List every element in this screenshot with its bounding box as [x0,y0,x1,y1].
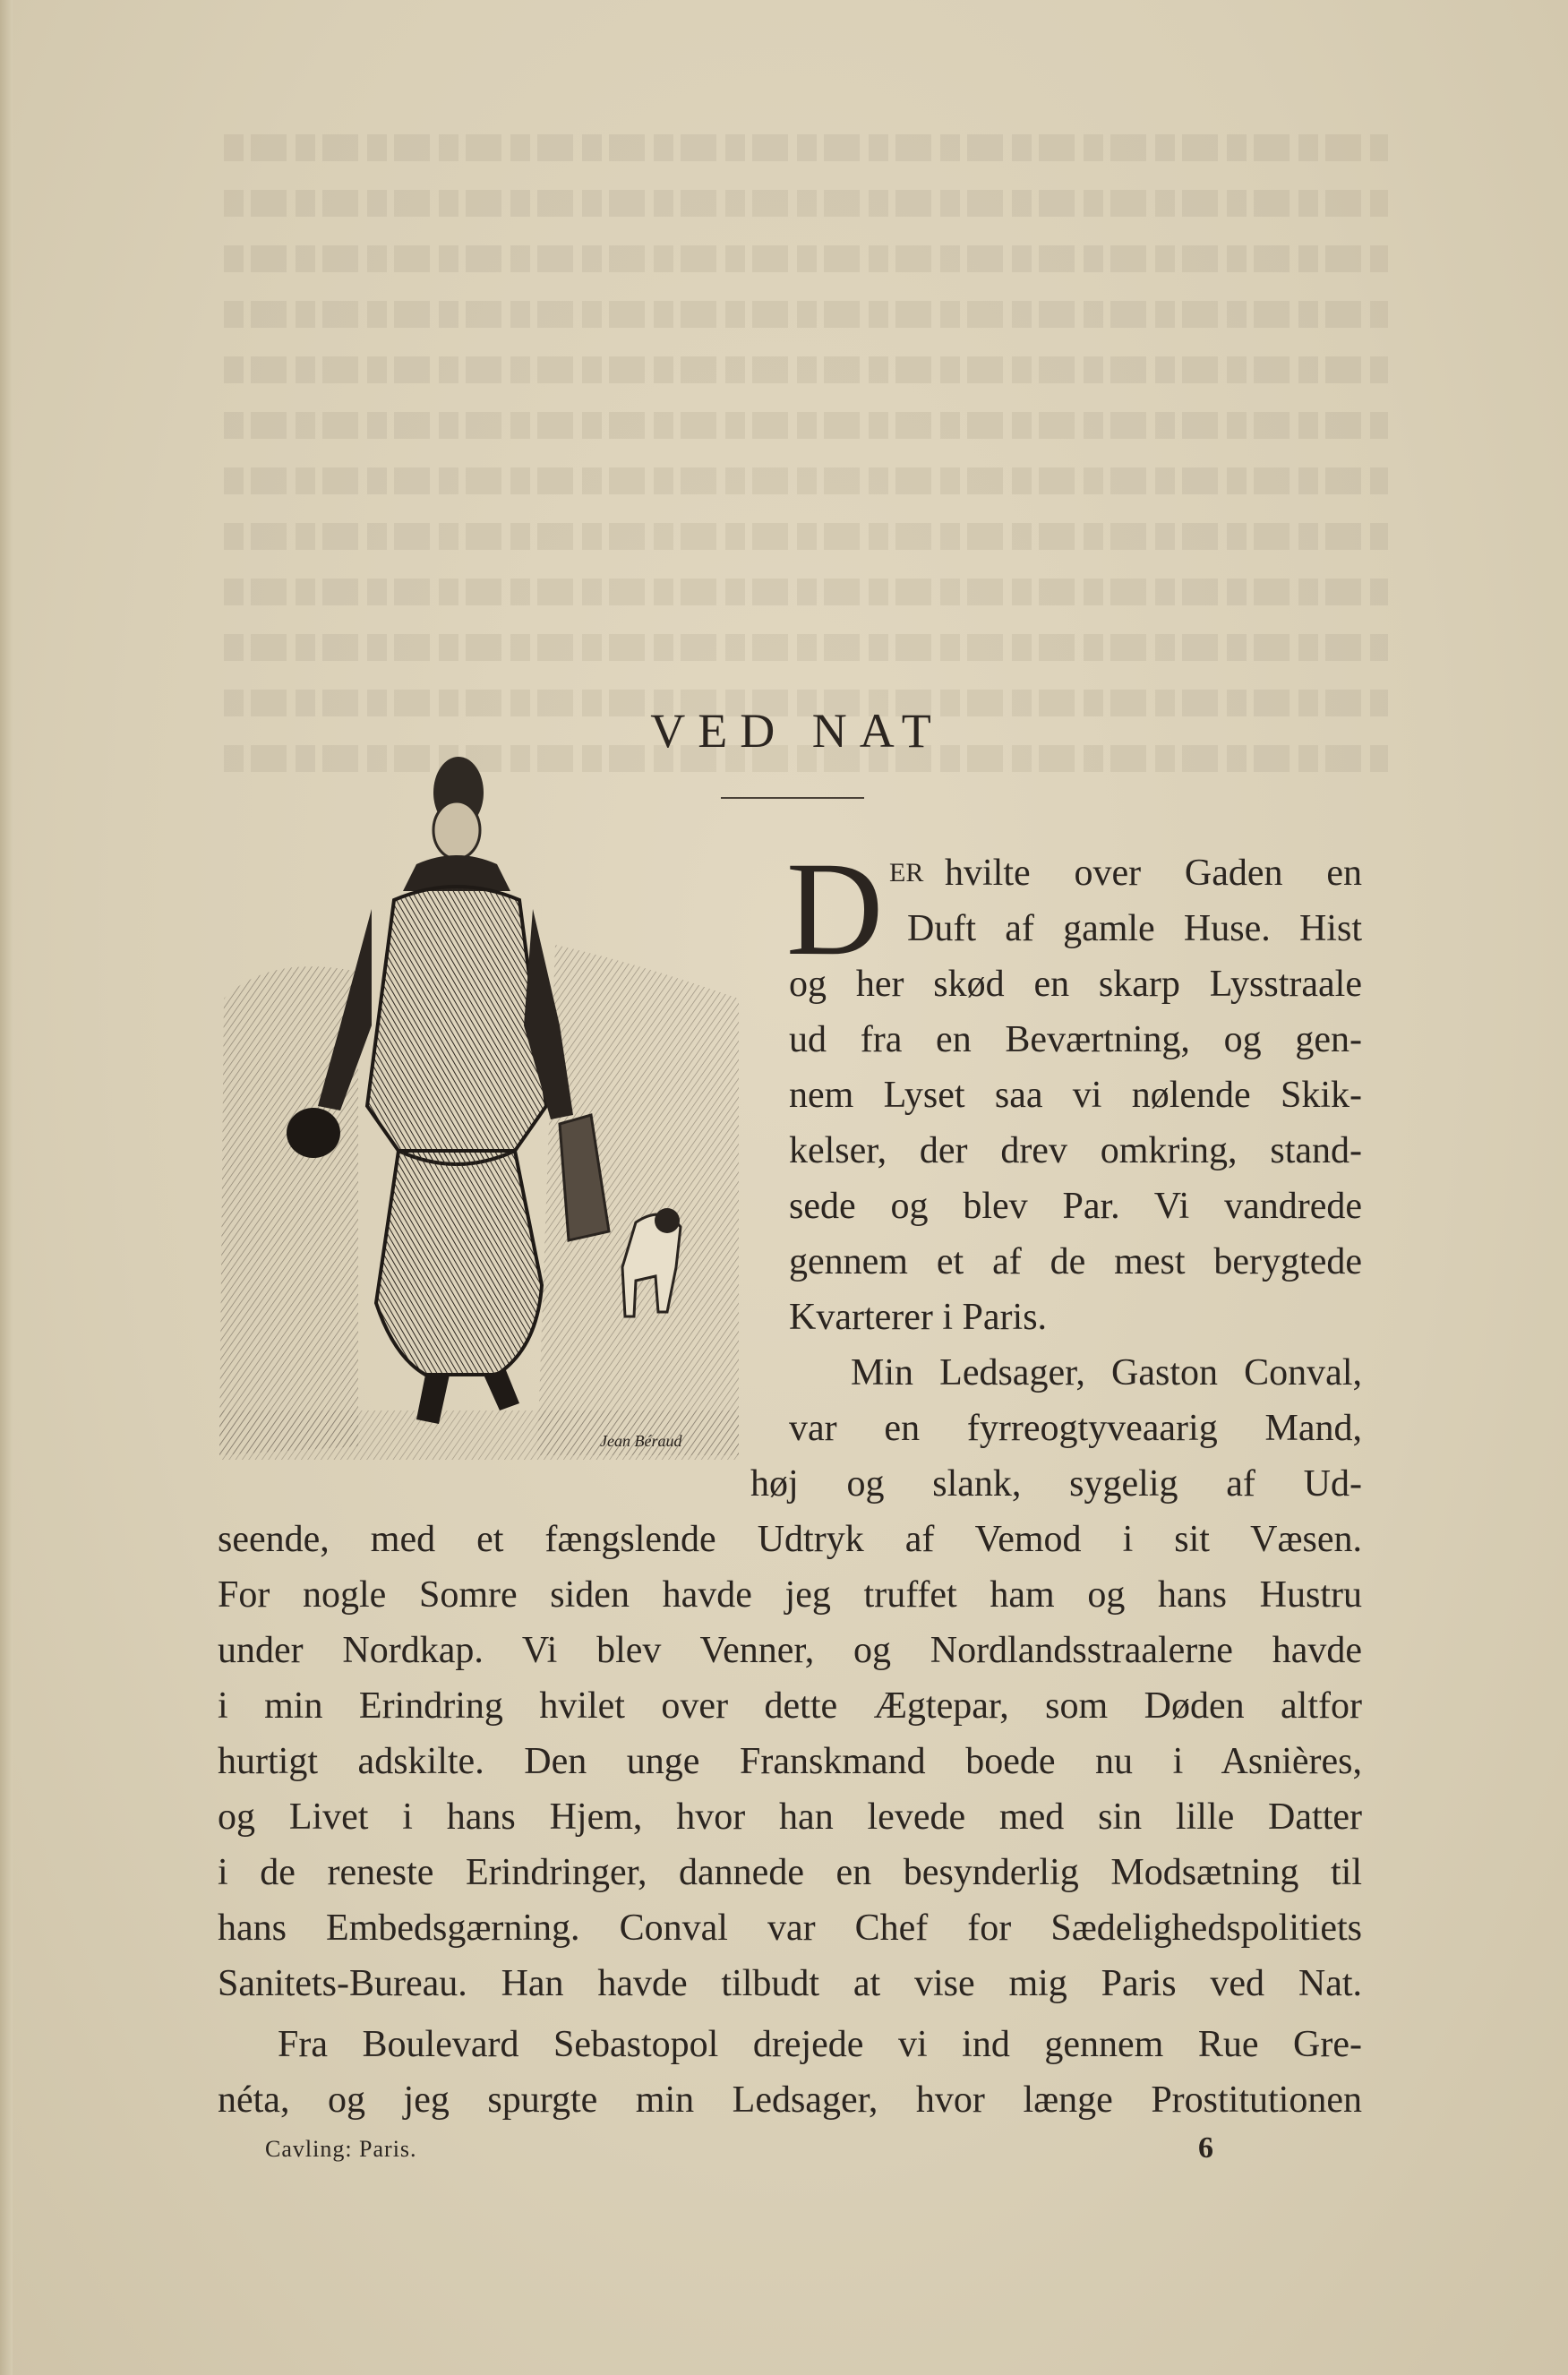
page-number: 6 [1198,2131,1213,2165]
text-line: sede og blev Par. Vi vandrede [789,1186,1362,1227]
text-line: néta, og jeg spurgte min Ledsager, hvor længe Prostitutionen [218,2079,1362,2121]
illustration-woman-with-dog [215,730,743,1464]
text-line: Sanitets-Bureau. Han havde tilbudt at vise mig Paris ved Nat. [218,1963,1362,2004]
text-line: Min Ledsager, Gaston Conval, [851,1352,1362,1393]
text-line: i min Erindring hvilet over dette Ægtepar, som Døden altfor [218,1685,1362,1727]
text-line: kelser, der drev omkring, stand- [789,1130,1362,1171]
text-line: ud fra en Beværtning, og gen- [789,1019,1362,1060]
drop-cap: D [786,835,884,983]
page-edge [0,0,13,2375]
small-caps-text: ER [889,858,924,887]
text-line: hans Embedsgærning. Conval var Chef for Sædelighedspolitiets [218,1908,1362,1949]
text-line: hurtigt adskilte. Den unge Franskmand boede nu i Asnières, [218,1741,1362,1782]
text-line: høj og slank, sygelig af Ud- [750,1463,1362,1505]
text-line: For nogle Somre siden havde jeg truffet ham og hans Hustru [218,1574,1362,1616]
chapter-title: VED NAT [650,704,944,758]
text-line: gennem et af de mest berygtede [789,1241,1362,1282]
text-line: under Nordkap. Vi blev Venner, og Nordlandsstraalerne havde [218,1630,1362,1671]
signature-mark: Cavling: Paris. [265,2136,417,2162]
text-line: Fra Boulevard Sebastopol drejede vi ind gennem Rue Gre- [278,2024,1362,2065]
text-line: hvilte over Gaden en [945,853,1362,894]
illustration-signature: Jean Béraud [600,1432,682,1450]
text-line: og her skød en skarp Lysstraale [789,964,1362,1005]
text-line: var en fyrreogtyveaarig Mand, [789,1408,1362,1449]
text-line: Duft af gamle Huse. Hist [907,908,1362,949]
text-line: og Livet i hans Hjem, hvor han levede med sin lille Datter [218,1796,1362,1838]
text-line: Kvarterer i Paris. [789,1297,1048,1338]
text-line: i de reneste Erindringer, dannede en besynderlig Modsætning til [218,1852,1362,1893]
text-line: nem Lyset saa vi nølende Skik- [789,1075,1362,1116]
text-line: seende, med et fængslende Udtryk af Vemod i sit Væsen. [218,1519,1362,1560]
